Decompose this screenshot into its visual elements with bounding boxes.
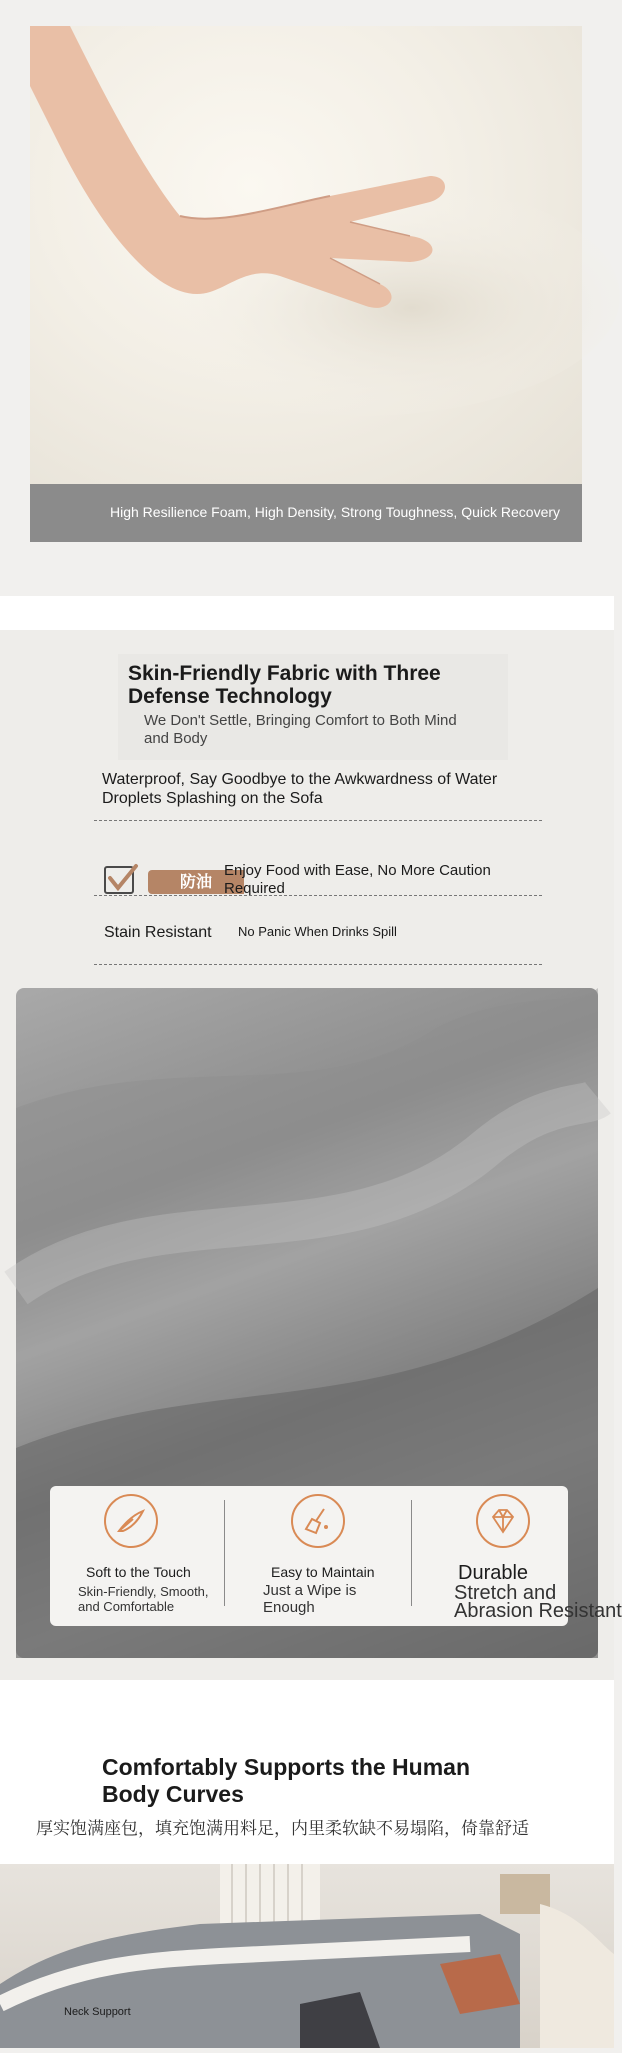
- foam-section: [0, 0, 614, 596]
- dashed-divider-3: [94, 964, 542, 965]
- neck-support-label: Neck Support: [64, 2006, 131, 2018]
- dashed-divider-2: [94, 895, 542, 896]
- feature-easy-desc: Just a Wipe is Enough: [263, 1582, 357, 1616]
- sofa-image: [0, 1864, 614, 2048]
- fabric-closeup-image: [16, 988, 622, 1658]
- feature-durable: [412, 1486, 622, 1626]
- feature-soft-desc: Skin-Friendly, Smooth, and Comfortable: [78, 1584, 209, 1614]
- support-chinese-text: 厚实饱满座包，填充饱满用料足，内里柔软缺不易塌陷，倚靠舒适: [36, 1819, 529, 1839]
- stain-resistant-text: No Panic When Drinks Spill: [238, 924, 397, 939]
- feature-easy: [225, 1486, 411, 1626]
- feather-icon: [104, 1494, 158, 1548]
- foam-hand-image: [30, 26, 582, 484]
- fabric-heading-box: [118, 654, 508, 760]
- feature-card: [50, 1486, 622, 1626]
- feature-soft: [50, 1486, 224, 1626]
- dashed-divider-1: [94, 820, 542, 821]
- diamond-icon: [476, 1494, 530, 1548]
- feature-soft-title: Soft to the Touch: [86, 1564, 191, 1580]
- stain-resistant-label: Stain Resistant: [104, 924, 212, 941]
- feature-easy-title: Easy to Maintain: [271, 1564, 375, 1580]
- checkbox-icon: [104, 866, 134, 894]
- fabric-title: Skin-Friendly Fabric with Three Defense Technology: [128, 662, 441, 708]
- foam-caption-bar: [30, 484, 582, 542]
- support-section: [0, 1680, 614, 2048]
- support-title: Comfortably Supports the Human Body Curves: [102, 1754, 471, 1807]
- oil-proof-row: [0, 848, 614, 908]
- feature-durable-title: Durable: [458, 1562, 529, 1584]
- foam-caption-text: High Resilience Foam, High Density, Strong Toughness, Quick Recovery: [110, 504, 561, 520]
- oil-proof-tag: 防油: [148, 870, 244, 894]
- fabric-subtitle: We Don't Settle, Bringing Comfort to Both Mind and Body: [144, 712, 457, 747]
- waterproof-text: Waterproof, Say Goodbye to the Awkwardness of Water Droplets Splashing on the Sofa: [102, 771, 498, 807]
- section-divider: [0, 596, 614, 630]
- broom-icon: [291, 1494, 345, 1548]
- fabric-section: [0, 630, 622, 1680]
- feature-durable-desc: Stretch and Abrasion Resistant: [454, 1582, 622, 1622]
- oil-proof-text: Enjoy Food with Ease, No More Caution Required: [224, 862, 491, 897]
